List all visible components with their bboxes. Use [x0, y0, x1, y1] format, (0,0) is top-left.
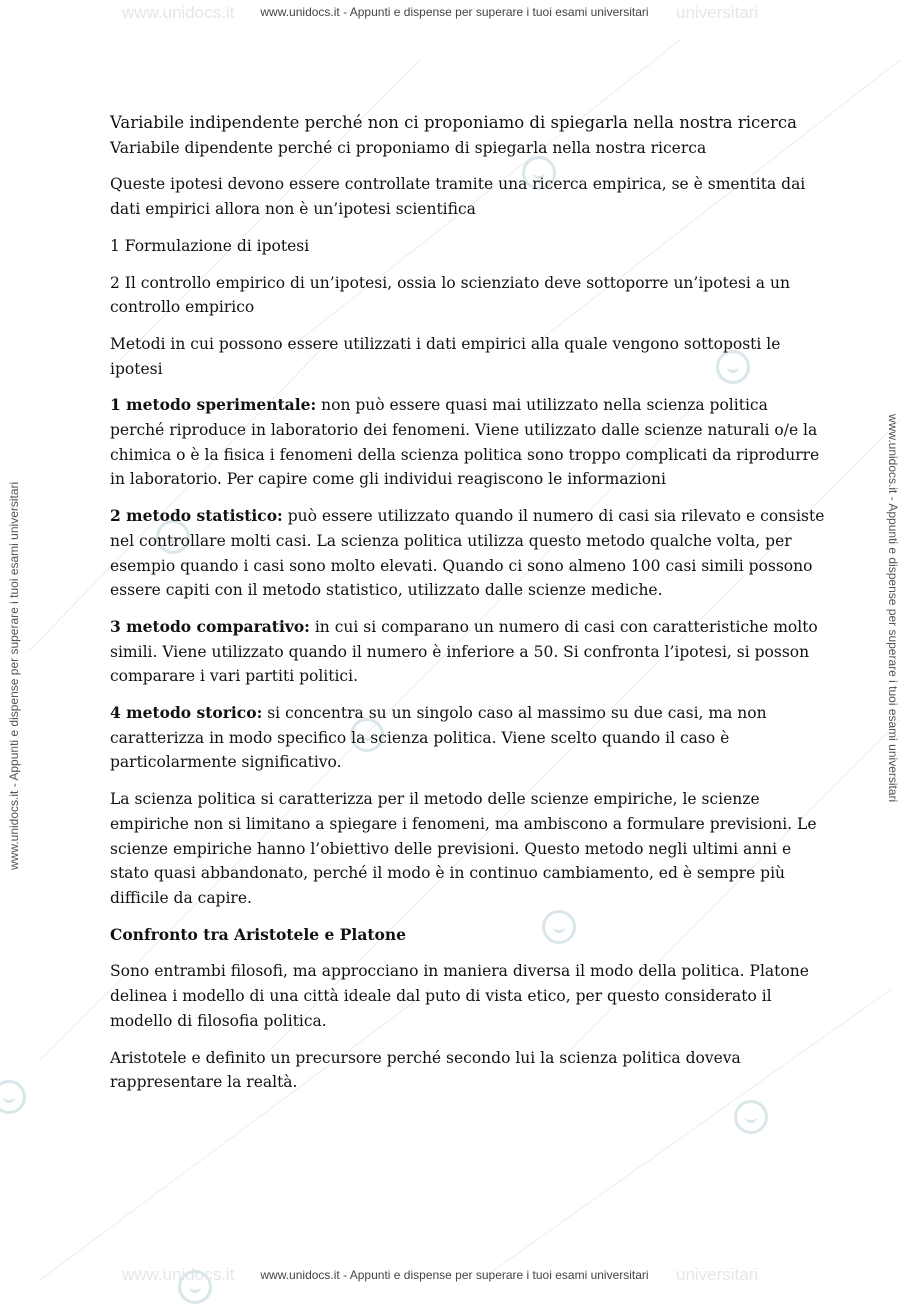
method-4-text: si concentra su un singolo caso al massimo su due casi, ma non caratterizza in modo specifico la scienza politica. Viene scelto quando il caso è particolarmente significativo. [110, 704, 767, 772]
watermark-ghost-header-right: universitari [676, 3, 759, 22]
watermark-ghost-header: www.unidocs.it [122, 3, 235, 22]
paragraph-11: La scienza politica si caratterizza per il metodo delle scienze empiriche, le scienze empiriche non si limitano a spiegare i fenomeni, ma ambiscono a formulare previsioni. Le scienze empiriche hanno l’obiettivo delle previsioni. Questo metodo negli ultimi anni e stato quasi abbandonato, perché il modo è in continuo cambiamento, ed è sempre più difficile da capire. [110, 790, 817, 907]
watermark-side-left: www.unidocs.it - Appunti e dispense per superare i tuoi esami universitari [7, 481, 21, 870]
watermark-header: www.unidocs.it - Appunti e dispense per superare i tuoi esami universitari [260, 5, 649, 19]
paragraph-14: Aristotele e definito un precursore perché secondo lui la scienza politica doveva rappresentare la realtà. [110, 1048, 741, 1092]
paragraph-3: Queste ipotesi devono essere controllate tramite una ricerca empirica, se è smentita dai dati empirici allora non è un’ipotesi scientifica [110, 175, 806, 219]
paragraph-method-1 [110, 393, 825, 492]
watermark-footer: www.unidocs.it - Appunti e dispense per superare i tuoi esami universitari [260, 1268, 649, 1282]
document-body [110, 111, 825, 1107]
paragraph-method-2 [110, 504, 825, 603]
paragraph-2: Variabile dipendente perché ci proponiamo di spiegarla nella nostra ricerca [110, 138, 707, 157]
method-4-label: 4 metodo storico: [110, 703, 263, 723]
method-2-label: 2 metodo statistico: [110, 506, 283, 526]
watermark-ghost-footer: www.unidocs.it [122, 1265, 235, 1284]
paragraph-13: Sono entrambi filosofi, ma approcciano in maniera diversa il modo della politica. Platone delinea i modello di una città ideale dal puto di vista etico, per questo considerato il modello di filosofia politica. [110, 962, 809, 1030]
method-2-text: può essere utilizzato quando il numero di casi sia rilevato e consiste nel controllare molti casi. La scienza politica utilizza questo metodo qualche volta, per esempio quando i casi sono molto elevati. Quando ci sono almeno 100 casi simili possono essere capiti con il metodo statistico, utilizzato dalle scienze mediche. [110, 507, 825, 600]
paragraph-4: 1 Formulazione di ipotesi [110, 236, 310, 255]
method-1-label: 1 metodo sperimentale: [110, 395, 317, 415]
paragraph-1: Variabile indipendente perché non ci proponiamo di spiegarla nella nostra ricerca [110, 113, 797, 132]
watermark-side-right: www.unidocs.it - Appunti e dispense per superare i tuoi esami universitari [886, 414, 900, 803]
method-3-label: 3 metodo comparativo: [110, 616, 310, 636]
section-heading: Confronto tra Aristotele e Platone [110, 924, 406, 944]
paragraph-method-4 [110, 701, 825, 775]
method-3-text: in cui si comparano un numero di casi con caratteristiche molto simili. Viene utilizzato quando il numero è inferiore a 50. Si confronta l’ipotesi, si posson comparare i vari partiti politici. [110, 617, 818, 686]
paragraph-method-3 [110, 615, 825, 689]
watermark-ghost-footer-right: universitari [676, 1265, 759, 1284]
method-1-text: non può essere quasi mai utilizzato nella scienza politica perché riproduce in laboratorio dei fenomeni. Viene utilizzato dalle scienze naturali o/e la chimica o è la fisica i fenomeni della scienza politica sono troppo complicati da riprodurre in laboratorio. Per capire come gli individui reagiscono le informazioni [110, 396, 820, 489]
paragraph-6: Metodi in cui possono essere utilizzati i dati empirici alla quale vengono sottoposti le ipotesi [110, 334, 781, 378]
paragraph-5: 2 Il controllo empirico di un’ipotesi, ossia lo scienziato deve sottoporre un’ipotesi a un controllo empirico [110, 273, 790, 317]
